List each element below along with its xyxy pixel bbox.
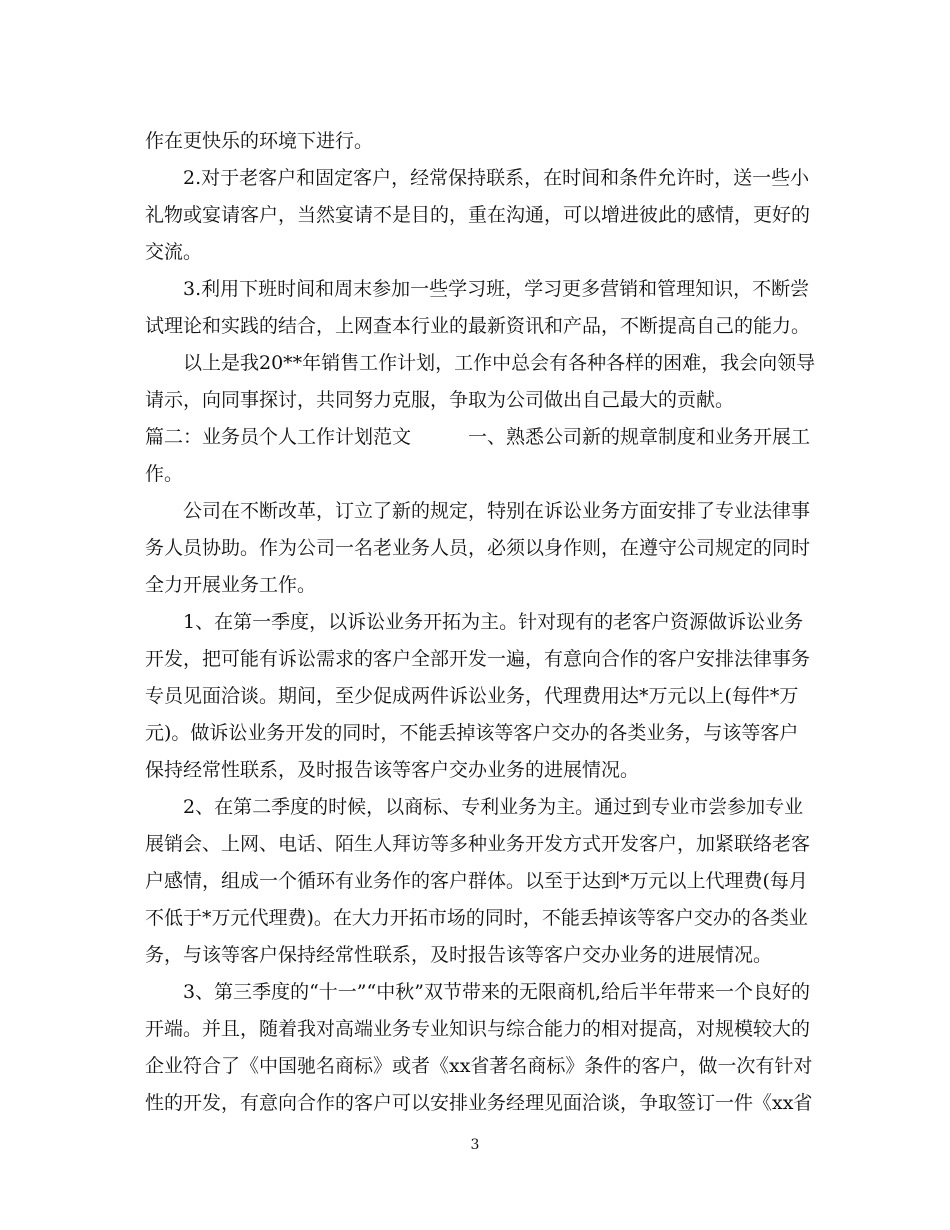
text-line: 2.对于老客户和固定客户，经常保持联系，在时间和条件允许时，送一些小 [145, 167, 810, 189]
text-line: 礼物或宴请客户，当然宴请不是目的，重在沟通，可以增进彼此的感情，更好的 [145, 204, 811, 226]
text-line: 3、第三季度的“十一”“中秋”双节带来的无限商机,给后半年带来一个良好的 [145, 981, 810, 1003]
text-line: 务，与该等客户保持经常性联系，及时报告该等客户交办业务的进展情况。 [145, 944, 773, 966]
text-line: 性的开发，有意向合作的客户可以安排业务经理见面洽谈，争取签订一件《xx省 [145, 1092, 813, 1114]
text-line: 开端。并且，随着我对高端业务专业知识与综合能力的相对提高，对规模较大的 [145, 1018, 811, 1040]
text-line: 试理论和实践的结合，上网查本行业的最新资讯和产品，不断提高自己的能力。 [145, 315, 811, 337]
text-line: 作。 [145, 463, 184, 485]
text-line: 专员见面洽谈。期间，至少促成两件诉讼业务，代理费用达*万元以上(每件*万 [145, 685, 799, 707]
text-line: 公司在不断改革，订立了新的规定，特别在诉讼业务方面安排了专业法律事 [145, 500, 811, 522]
text-line: 以上是我20**年销售工作计划，工作中总会有各种各样的困难，我会向领导 [145, 352, 816, 374]
text-line: 元)。做诉讼业务开发的同时，不能丢掉该等客户交办的各类业务，与该等客户 [145, 722, 799, 744]
text-line: 户感情，组成一个循环有业务作的客户群体。以至于达到*万元以上代理费(每月 [145, 870, 808, 892]
text-line: 展销会、上网、电话、陌生人拜访等多种业务开发方式开发客户，加紧联络老客 [145, 833, 811, 855]
text-line: 企业符合了《中国驰名商标》或者《xx省著名商标》条件的客户，做一次有针对 [145, 1055, 813, 1077]
text-line: 全力开展业务工作。 [145, 574, 317, 596]
text-line: 1、在第一季度，以诉讼业务开拓为主。针对现有的老客户资源做诉讼业务 [145, 611, 804, 633]
text-line: 2、在第二季度的时候，以商标、专利业务为主。通过到专业市尝参加专业 [145, 796, 804, 818]
page-number: 3 [470, 1137, 480, 1153]
section-heading-line: 篇二：业务员个人工作计划范文 一、熟悉公司新的规章制度和业务开展工 [145, 426, 811, 448]
text-line: 保持经常性联系，及时报告该等客户交办业务的进展情况。 [145, 759, 640, 781]
text-line: 不低于*万元代理费)。在大力开拓市场的同时，不能丢掉该等客户交办的各类业 [145, 907, 808, 929]
text-line: 务人员协助。作为公司一名老业务人员，必须以身作则，在遵守公司规定的同时 [145, 537, 811, 559]
text-line: 开发，把可能有诉讼需求的客户全部开发一遍，有意向合作的客户安排法律事务 [145, 648, 811, 670]
text-line: 3.利用下班时间和周末参加一些学习班，学习更多营销和管理知识，不断尝 [145, 278, 810, 300]
text-line: 作在更快乐的环境下进行。 [145, 130, 374, 152]
text-line: 交流。 [145, 241, 203, 263]
body-text [145, 123, 816, 1122]
text-line: 请示，向同事探讨，共同努力克服，争取为公司做出自己最大的贡献。 [145, 389, 735, 411]
